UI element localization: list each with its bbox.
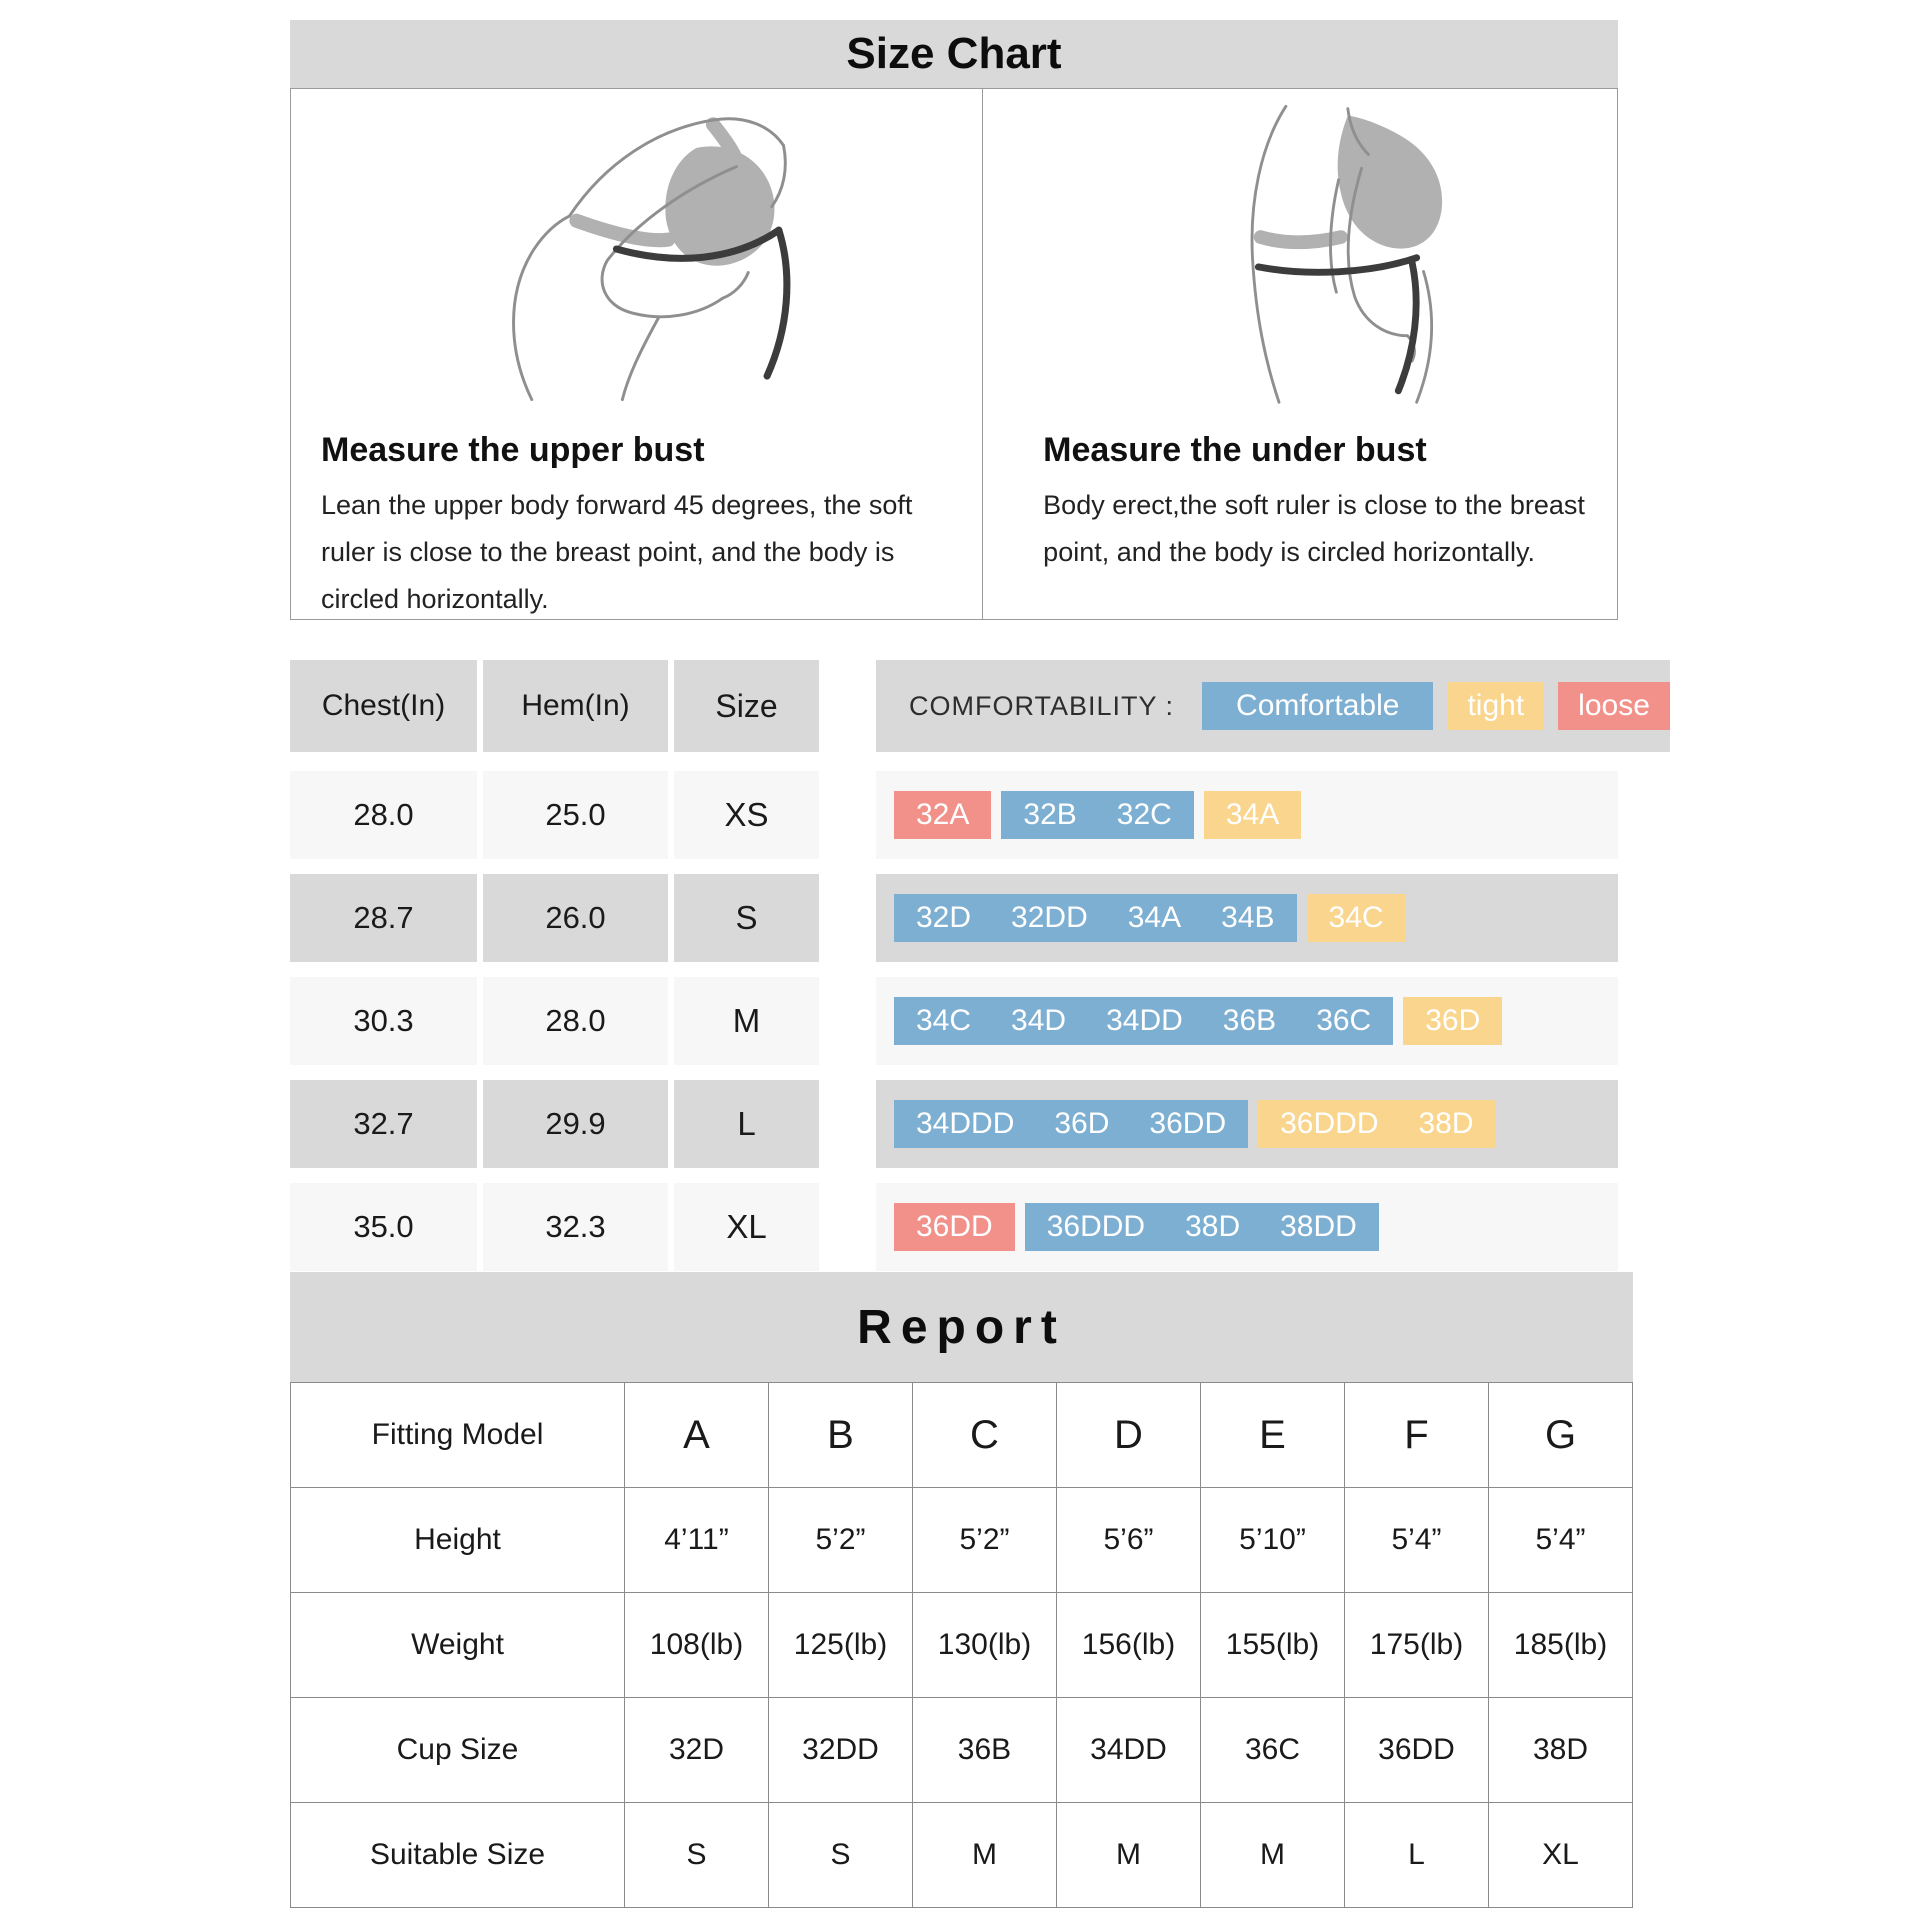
comfortability-label: COMFORTABILITY :: [909, 690, 1175, 721]
hem-value: 25.0: [483, 771, 668, 859]
size-table-header-row: [290, 660, 1650, 752]
chest-value: 28.0: [290, 771, 477, 859]
comfort-badges-m: [876, 977, 1618, 1065]
bra-size-label: 34A: [1127, 901, 1182, 934]
report-cell-value: M: [912, 1803, 1056, 1908]
report-cell-value: 36C: [1200, 1698, 1344, 1803]
chest-value: 30.3: [290, 977, 477, 1065]
size-row-xl: [290, 1183, 1618, 1271]
report-cell-value: 5’4”: [1488, 1488, 1632, 1593]
chest-value: 35.0: [290, 1183, 477, 1271]
bra-size-label: 32DD: [1011, 901, 1088, 934]
bra-size-label: 34D: [1011, 1004, 1067, 1037]
measure-upper-bust-panel: [291, 89, 983, 619]
measure-under-bust-panel: [983, 89, 1617, 619]
report-row-label: Fitting Model: [290, 1383, 624, 1488]
legend-badge-loose: loose: [1558, 682, 1670, 730]
comfort-badges-xs: [876, 771, 1618, 859]
report-cell-value: 5’4”: [1344, 1488, 1488, 1593]
bra-size-label: 32C: [1116, 798, 1172, 831]
report-row-label: Weight: [290, 1593, 624, 1698]
measure-upper-bust-illustration: [321, 93, 958, 421]
bra-size-label: 36D: [1054, 1107, 1110, 1140]
report-row-cup-size: [290, 1698, 1632, 1803]
report-row-weight: [290, 1593, 1632, 1698]
legend-badge-tight: tight: [1447, 682, 1544, 730]
fit-badge-comfortable: [894, 894, 1297, 942]
bra-size-label: 36D: [1425, 1004, 1481, 1037]
report-cell-value: M: [1200, 1803, 1344, 1908]
bra-size-label: 38D: [1185, 1210, 1241, 1243]
report-cell-value: E: [1200, 1383, 1344, 1488]
comfort-badges-l: [876, 1080, 1618, 1168]
comfort-badges-s: [876, 874, 1618, 962]
report-cell-value: 36B: [912, 1698, 1056, 1803]
report-cell-value: M: [1056, 1803, 1200, 1908]
bra-size-label: 38DD: [1280, 1210, 1357, 1243]
size-value: S: [674, 874, 819, 962]
bra-size-label: 36B: [1222, 1004, 1277, 1037]
report-cell-value: L: [1344, 1803, 1488, 1908]
report-cell-value: 34DD: [1056, 1698, 1200, 1803]
bra-size-label: 36DD: [1149, 1107, 1227, 1140]
report-cell-value: 130(lb): [912, 1593, 1056, 1698]
leaning-figure-icon: [440, 93, 840, 405]
comfort-badges-xl: [876, 1183, 1618, 1271]
chest-value: 32.7: [290, 1080, 477, 1168]
report-cell-value: 175(lb): [1344, 1593, 1488, 1698]
bra-size-label: 38D: [1418, 1107, 1474, 1140]
comfortability-header-cell: [876, 660, 1670, 752]
size-chart-title: Size Chart: [290, 20, 1618, 88]
measure-under-bust-heading: Measure the under bust: [1043, 431, 1427, 469]
chest-value: 28.7: [290, 874, 477, 962]
upright-figure-icon: [1123, 93, 1513, 411]
fit-badge-tight: [1307, 894, 1406, 942]
report-cell-value: B: [768, 1383, 912, 1488]
fit-badge-comfortable: [894, 997, 1393, 1045]
report-row-label: Suitable Size: [290, 1803, 624, 1908]
bra-size-label: 32A: [916, 798, 970, 831]
size-value: XL: [674, 1183, 819, 1271]
report-cell-value: 5’2”: [912, 1488, 1056, 1593]
bra-size-label: 34A: [1225, 798, 1280, 831]
report-cell-value: F: [1344, 1383, 1488, 1488]
report-cell-value: 4’11”: [624, 1488, 768, 1593]
size-row-m: [290, 977, 1618, 1065]
measure-under-bust-illustration: [1043, 93, 1593, 421]
report-table: [290, 1382, 1633, 1908]
report-cell-value: 5’6”: [1056, 1488, 1200, 1593]
bra-size-label: 32B: [1023, 798, 1077, 831]
report-cell-value: 185(lb): [1488, 1593, 1632, 1698]
bra-size-label: 34C: [1328, 901, 1384, 934]
report-row-label: Cup Size: [290, 1698, 624, 1803]
size-column-header: Size: [674, 660, 819, 752]
fit-badge-tight: [1204, 791, 1301, 839]
hem-value: 29.9: [483, 1080, 668, 1168]
bra-size-label: 34DDD: [916, 1107, 1015, 1140]
measure-upper-bust-heading: Measure the upper bust: [321, 431, 705, 469]
size-row-xs: [290, 771, 1618, 859]
report-cell-value: S: [768, 1803, 912, 1908]
chest-column-header: Chest(In): [290, 660, 477, 752]
size-value: XS: [674, 771, 819, 859]
fit-badge-tight: [1403, 997, 1502, 1045]
report-cell-value: 156(lb): [1056, 1593, 1200, 1698]
fit-badge-comfortable: [1001, 791, 1193, 839]
fit-badge-loose: [894, 1203, 1015, 1251]
fit-badge-comfortable: [1025, 1203, 1379, 1251]
size-value: L: [674, 1080, 819, 1168]
report-cell-value: S: [624, 1803, 768, 1908]
report-cell-value: 108(lb): [624, 1593, 768, 1698]
bra-size-label: 36DDD: [1280, 1107, 1379, 1140]
bra-size-label: 36DDD: [1046, 1210, 1146, 1243]
measure-panels: [290, 88, 1618, 620]
report-row-height: [290, 1488, 1632, 1593]
bra-size-label: 32D: [916, 901, 972, 934]
bra-size-label: 34DD: [1106, 1004, 1183, 1037]
report-row-suitable-size: [290, 1803, 1632, 1908]
size-row-s: [290, 874, 1618, 962]
hem-value: 32.3: [483, 1183, 668, 1271]
hem-value: 26.0: [483, 874, 668, 962]
report-row-fitting-model: [290, 1383, 1632, 1488]
report-cell-value: D: [1056, 1383, 1200, 1488]
bra-size-label: 34C: [916, 1004, 972, 1037]
report-cell-value: 125(lb): [768, 1593, 912, 1698]
report-title: Report: [290, 1272, 1633, 1382]
legend-badge-comfortable: Comfortable: [1202, 682, 1433, 730]
bra-size-label: 36C: [1316, 1004, 1372, 1037]
measure-under-bust-text: Body erect,the soft ruler is close to the breast point, and the body is circled horizontally.: [1043, 490, 1585, 567]
size-table-rows: [290, 771, 1618, 1271]
report-cell-value: G: [1488, 1383, 1632, 1488]
hem-column-header: Hem(In): [483, 660, 668, 752]
comfort-legend: [1202, 682, 1670, 730]
report-row-label: Height: [290, 1488, 624, 1593]
report-cell-value: 32DD: [768, 1698, 912, 1803]
fit-badge-loose: [894, 791, 991, 839]
size-table: [290, 660, 1650, 1286]
report-cell-value: 38D: [1488, 1698, 1632, 1803]
measure-upper-bust-text: Lean the upper body forward 45 degrees, the soft ruler is close to the breast point, and the body is circled horizontally.: [321, 490, 913, 614]
report-cell-value: 155(lb): [1200, 1593, 1344, 1698]
report-cell-value: A: [624, 1383, 768, 1488]
report-cell-value: 5’2”: [768, 1488, 912, 1593]
report-cell-value: XL: [1488, 1803, 1632, 1908]
report-cell-value: 32D: [624, 1698, 768, 1803]
report-cell-value: C: [912, 1383, 1056, 1488]
size-value: M: [674, 977, 819, 1065]
hem-value: 28.0: [483, 977, 668, 1065]
report-cell-value: 36DD: [1344, 1698, 1488, 1803]
report-cell-value: 5’10”: [1200, 1488, 1344, 1593]
bra-size-label: 34B: [1221, 901, 1275, 934]
bra-size-label: 36DD: [916, 1210, 993, 1243]
size-row-l: [290, 1080, 1618, 1168]
fit-badge-tight: [1258, 1100, 1495, 1148]
fit-badge-comfortable: [894, 1100, 1248, 1148]
